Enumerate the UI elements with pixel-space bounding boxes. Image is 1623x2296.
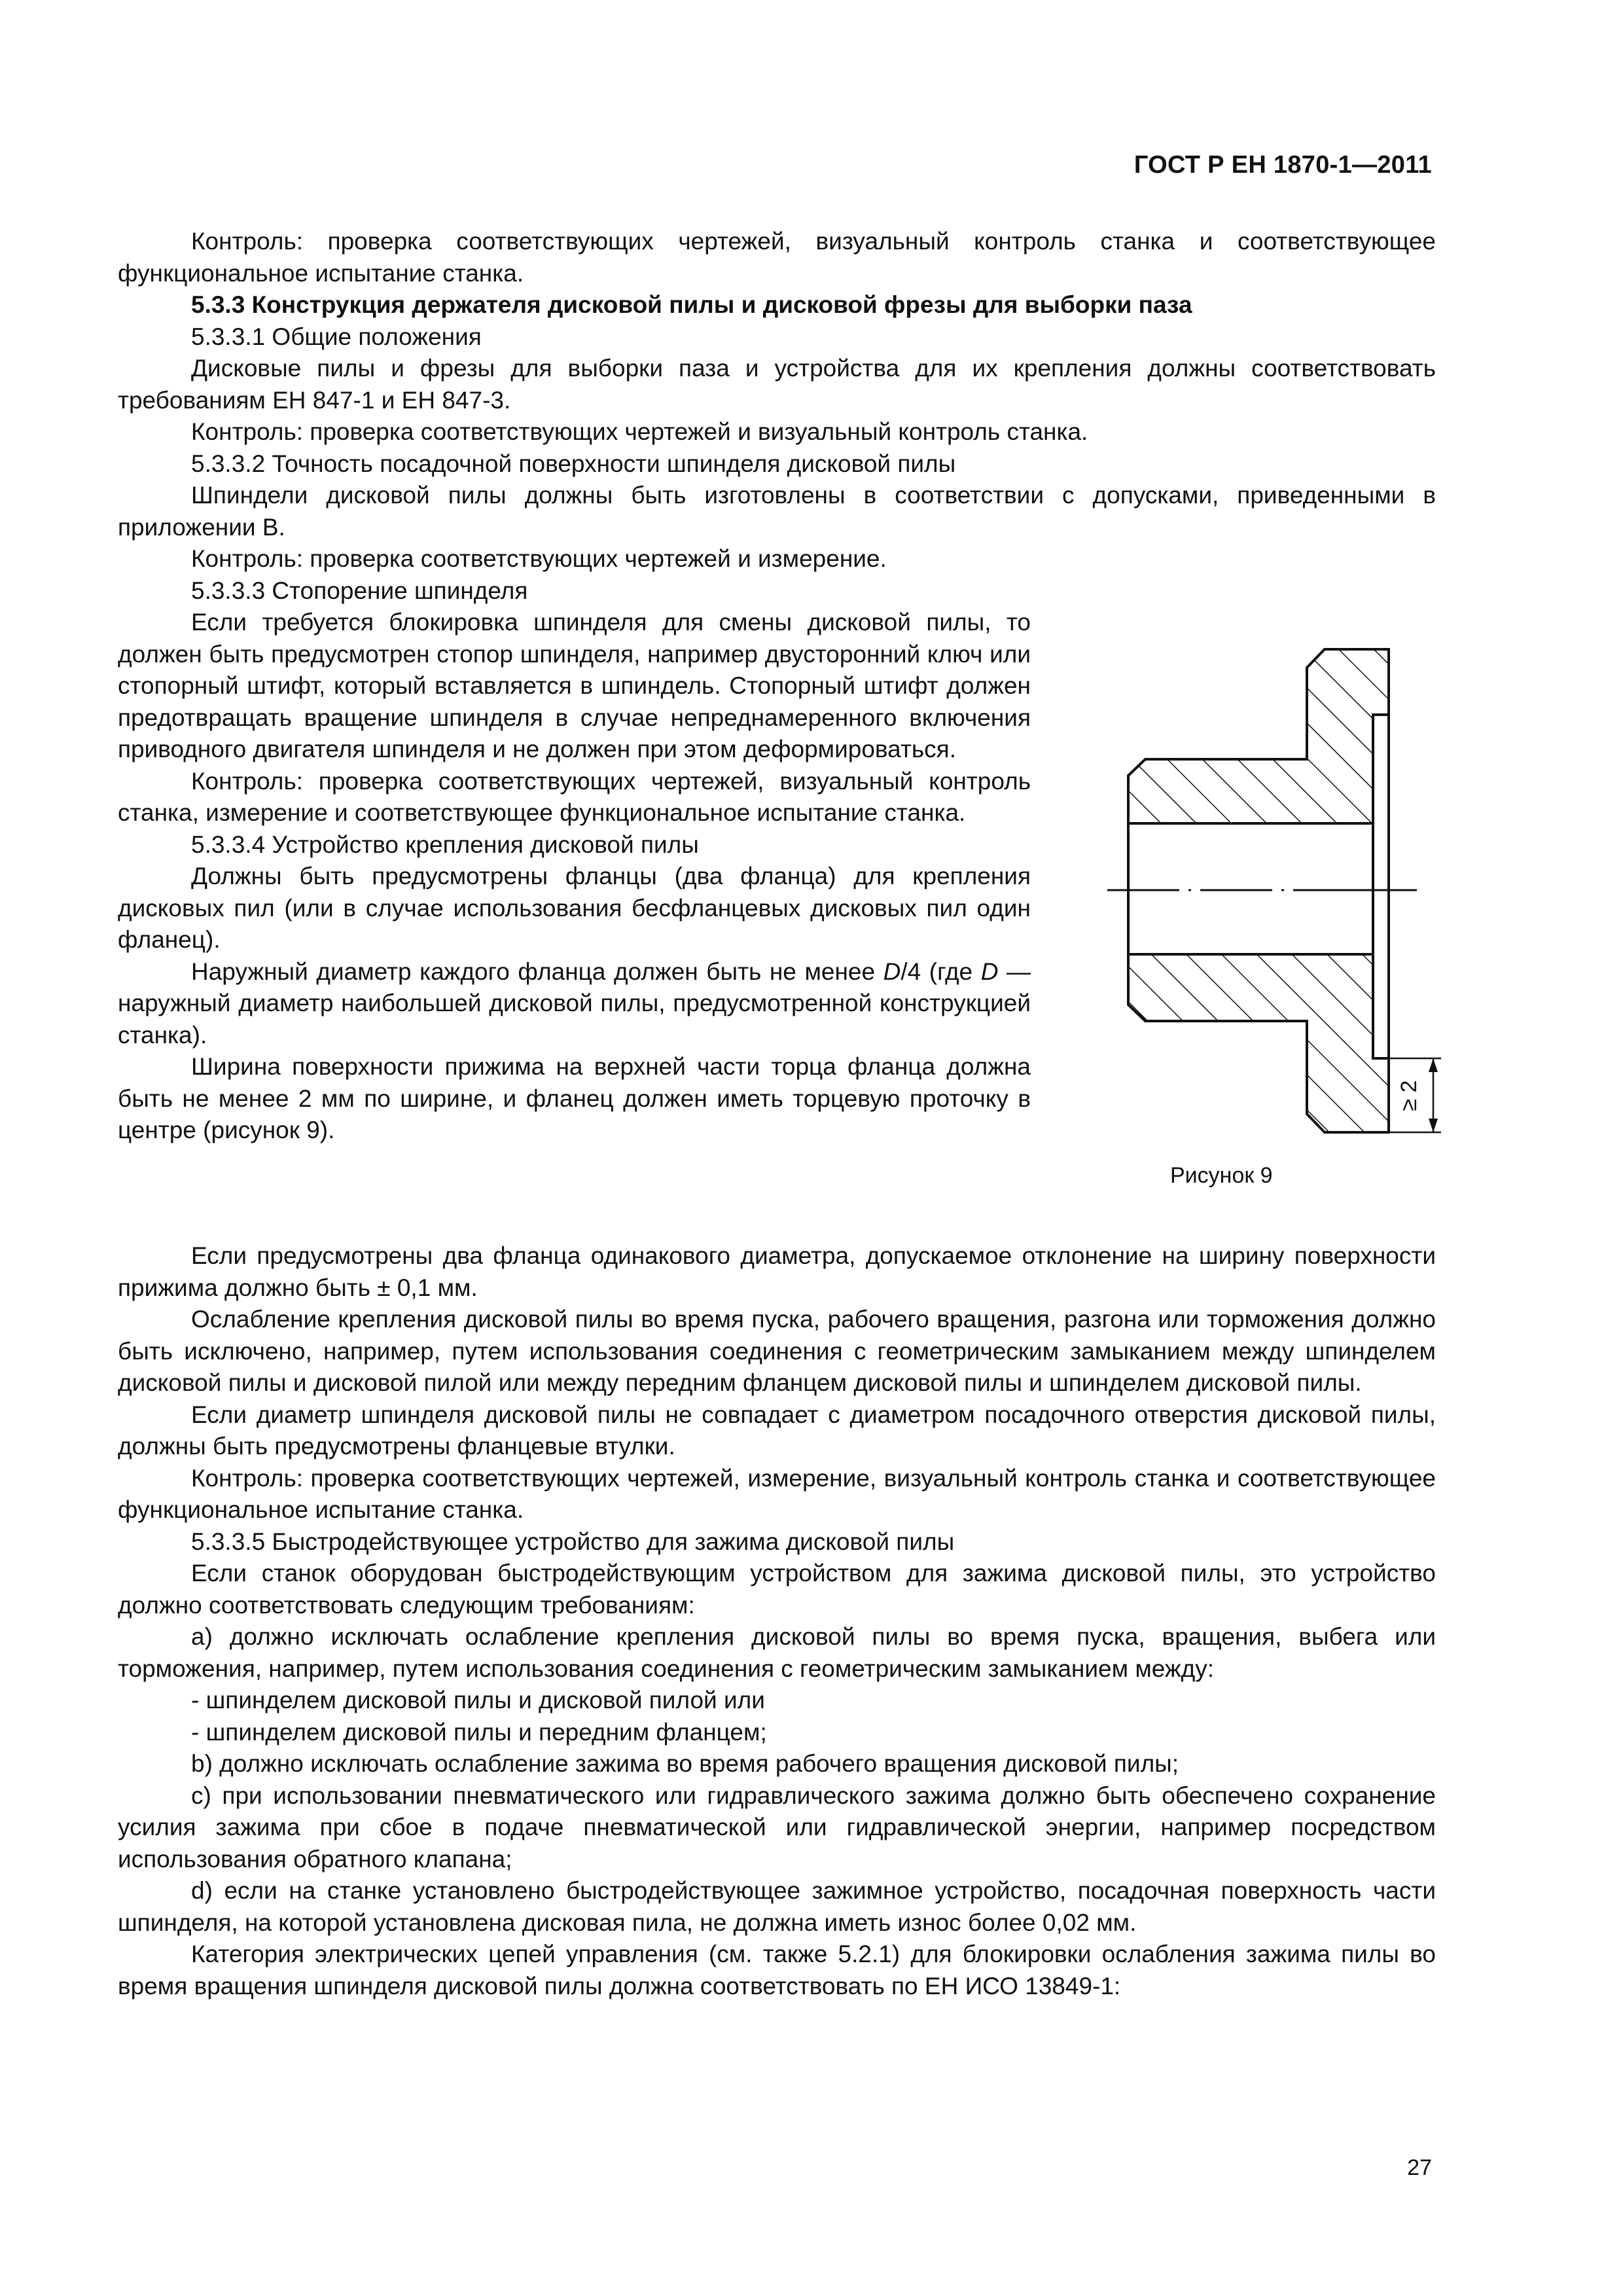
paragraph-diameter <box>118 956 1031 1052</box>
flange-upper-section <box>1128 649 1389 823</box>
paragraph: Если диаметр шпинделя дисковой пилы не совпадает с диаметром посадочного отверстия дисковой пилы, должны быть предусмотрены фланцевые втулки. <box>118 1401 1436 1460</box>
symbol-d: D <box>883 958 901 985</box>
list-item: а) должно исключать ослабление крепления дисковой пилы во время пуска, вращения, выбега или торможения, например, путем использования соединения с геометрическим замыканием между: <box>118 1623 1436 1682</box>
subsection-heading: 5.3.3.5 Быстродействующее устройство для зажима дисковой пилы <box>191 1528 955 1555</box>
paragraph: Контроль: проверка соответствующих чертежей и измерение. <box>191 545 887 572</box>
subsection-heading: 5.3.3.2 Точность посадочной поверхности шпинделя дисковой пилы <box>191 450 956 477</box>
page-number: 27 <box>1407 2155 1432 2180</box>
subsection-heading: 5.3.3.1 Общие положения <box>191 323 482 350</box>
paragraph: Категория электрических цепей управления (см. также 5.2.1) для блокировки ослабления зажима пилы во время вращения шпинделя дисковой пилы должна соответствовать по ЕН ИСО 13849-1: <box>118 1941 1436 2000</box>
paragraph: Ширина поверхности прижима на верхней части торца фланца должна быть не менее 2 мм по ширине, и фланец должен иметь торцевую проточку в центре (рисунок 9). <box>118 1053 1031 1143</box>
text-run: — наружный диаметр наибольшей дисковой пилы, предусмотренной конструкцией станка). <box>118 958 1031 1049</box>
document-header: ГОСТ Р ЕН 1870-1—2011 <box>1133 151 1432 179</box>
section-heading: 5.3.3 Конструкция держателя дисковой пилы и дисковой фрезы для выборки паза <box>191 291 1192 318</box>
paragraph: Шпиндели дисковой пилы должны быть изготовлены в соответствии с допусками, приведенными в приложении В. <box>118 482 1436 541</box>
paragraph: Контроль: проверка соответствующих чертежей, визуальный контроль станка, измерение и соответствующее функциональное испытание станка. <box>118 767 1031 826</box>
dimension-arrow <box>1429 1119 1438 1132</box>
paragraph: Контроль: проверка соответствующих чертежей, визуальный контроль станка и соответствующее функциональное испытание станка. <box>118 228 1436 287</box>
subsection-heading: 5.3.3.3 Стопорение шпинделя <box>191 577 528 604</box>
list-item: c) при использовании пневматического или гидравлического зажима должно быть обеспечено сохранение усилия зажима при сбое в подаче пневматической или гидравлической энергии, например посредством использования обратного клапана; <box>118 1782 1436 1873</box>
paragraph: Должны быть предусмотрены фланцы (два фланца) для крепления дисковых пил (или в случае использования бесфланцевых дисковых пил один фланец). <box>118 863 1031 953</box>
flange-drawing <box>1106 628 1446 1152</box>
paragraph: Если станок оборудован быстродействующим устройством для зажима дисковой пилы, это устройство должно соответствовать следующим требованиям: <box>118 1560 1436 1619</box>
list-item: - шпинделем дисковой пилы и передним фланцем; <box>191 1718 767 1746</box>
symbol-d: D <box>980 958 999 985</box>
figure-caption: Рисунок 9 <box>1170 1163 1273 1188</box>
text-run: Наружный диаметр каждого фланца должен быть не менее <box>191 958 883 985</box>
list-item: - шпинделем дисковой пилы и дисковой пилой или <box>191 1687 765 1713</box>
flange-lower-section <box>1128 954 1389 1132</box>
text-run: (где <box>921 958 981 985</box>
paragraph: Ослабление крепления дисковой пилы во время пуска, рабочего вращения, разгона или торможения должно быть исключено, например, путем использования соединения с геометрическим замыканием между шпинделем дисковой пилы и дисковой пилой или между передним фланцем дисковой пилы и шпинделем дисковой пилы. <box>118 1306 1436 1396</box>
paragraph: Контроль: проверка соответствующих чертежей, измерение, визуальный контроль станка и соответствующее функциональное испытание станка. <box>118 1464 1436 1523</box>
subsection-heading: 5.3.3.4 Устройство крепления дисковой пилы <box>191 831 699 858</box>
paragraph: Контроль: проверка соответствующих чертежей и визуальный контроль станка. <box>191 418 1088 445</box>
lower-content <box>118 1240 1436 2002</box>
paragraph: Дисковые пилы и фрезы для выборки паза и устройства для их крепления должны соответствовать требованиям ЕН 847-1 и ЕН 847-3. <box>118 355 1436 414</box>
text-run: /4 <box>901 958 921 985</box>
dimension-arrow <box>1429 1058 1438 1072</box>
text-beside-figure <box>118 607 1031 1147</box>
face-recess <box>1373 715 1389 1058</box>
list-item: b) должно исключать ослабление зажима во время рабочего вращения дисковой пилы; <box>191 1750 1179 1777</box>
dimension-label: ≥ 2 <box>1397 1080 1421 1111</box>
paragraph: Если предусмотрены два фланца одинакового диаметра, допускаемое отклонение на ширину поверхности прижима должно быть ± 0,1 мм. <box>118 1242 1436 1301</box>
list-item: d) если на станке установлено быстродействующее зажимное устройство, посадочная поверхность части шпинделя, на которой установлена дисковая пила, не должна иметь износ более 0,02 мм. <box>118 1877 1436 1936</box>
paragraph: Если требуется блокировка шпинделя для смены дисковой пилы, то должен быть предусмотрен стопор шпинделя, например двусторонний ключ или стопорный штифт, который вставляется в шпиндель. Стопорный штифт должен предотвращать вращение шпинделя в случае непреднамеренного включения приводного двигателя шпинделя и не должен при этом деформироваться. <box>118 609 1031 762</box>
